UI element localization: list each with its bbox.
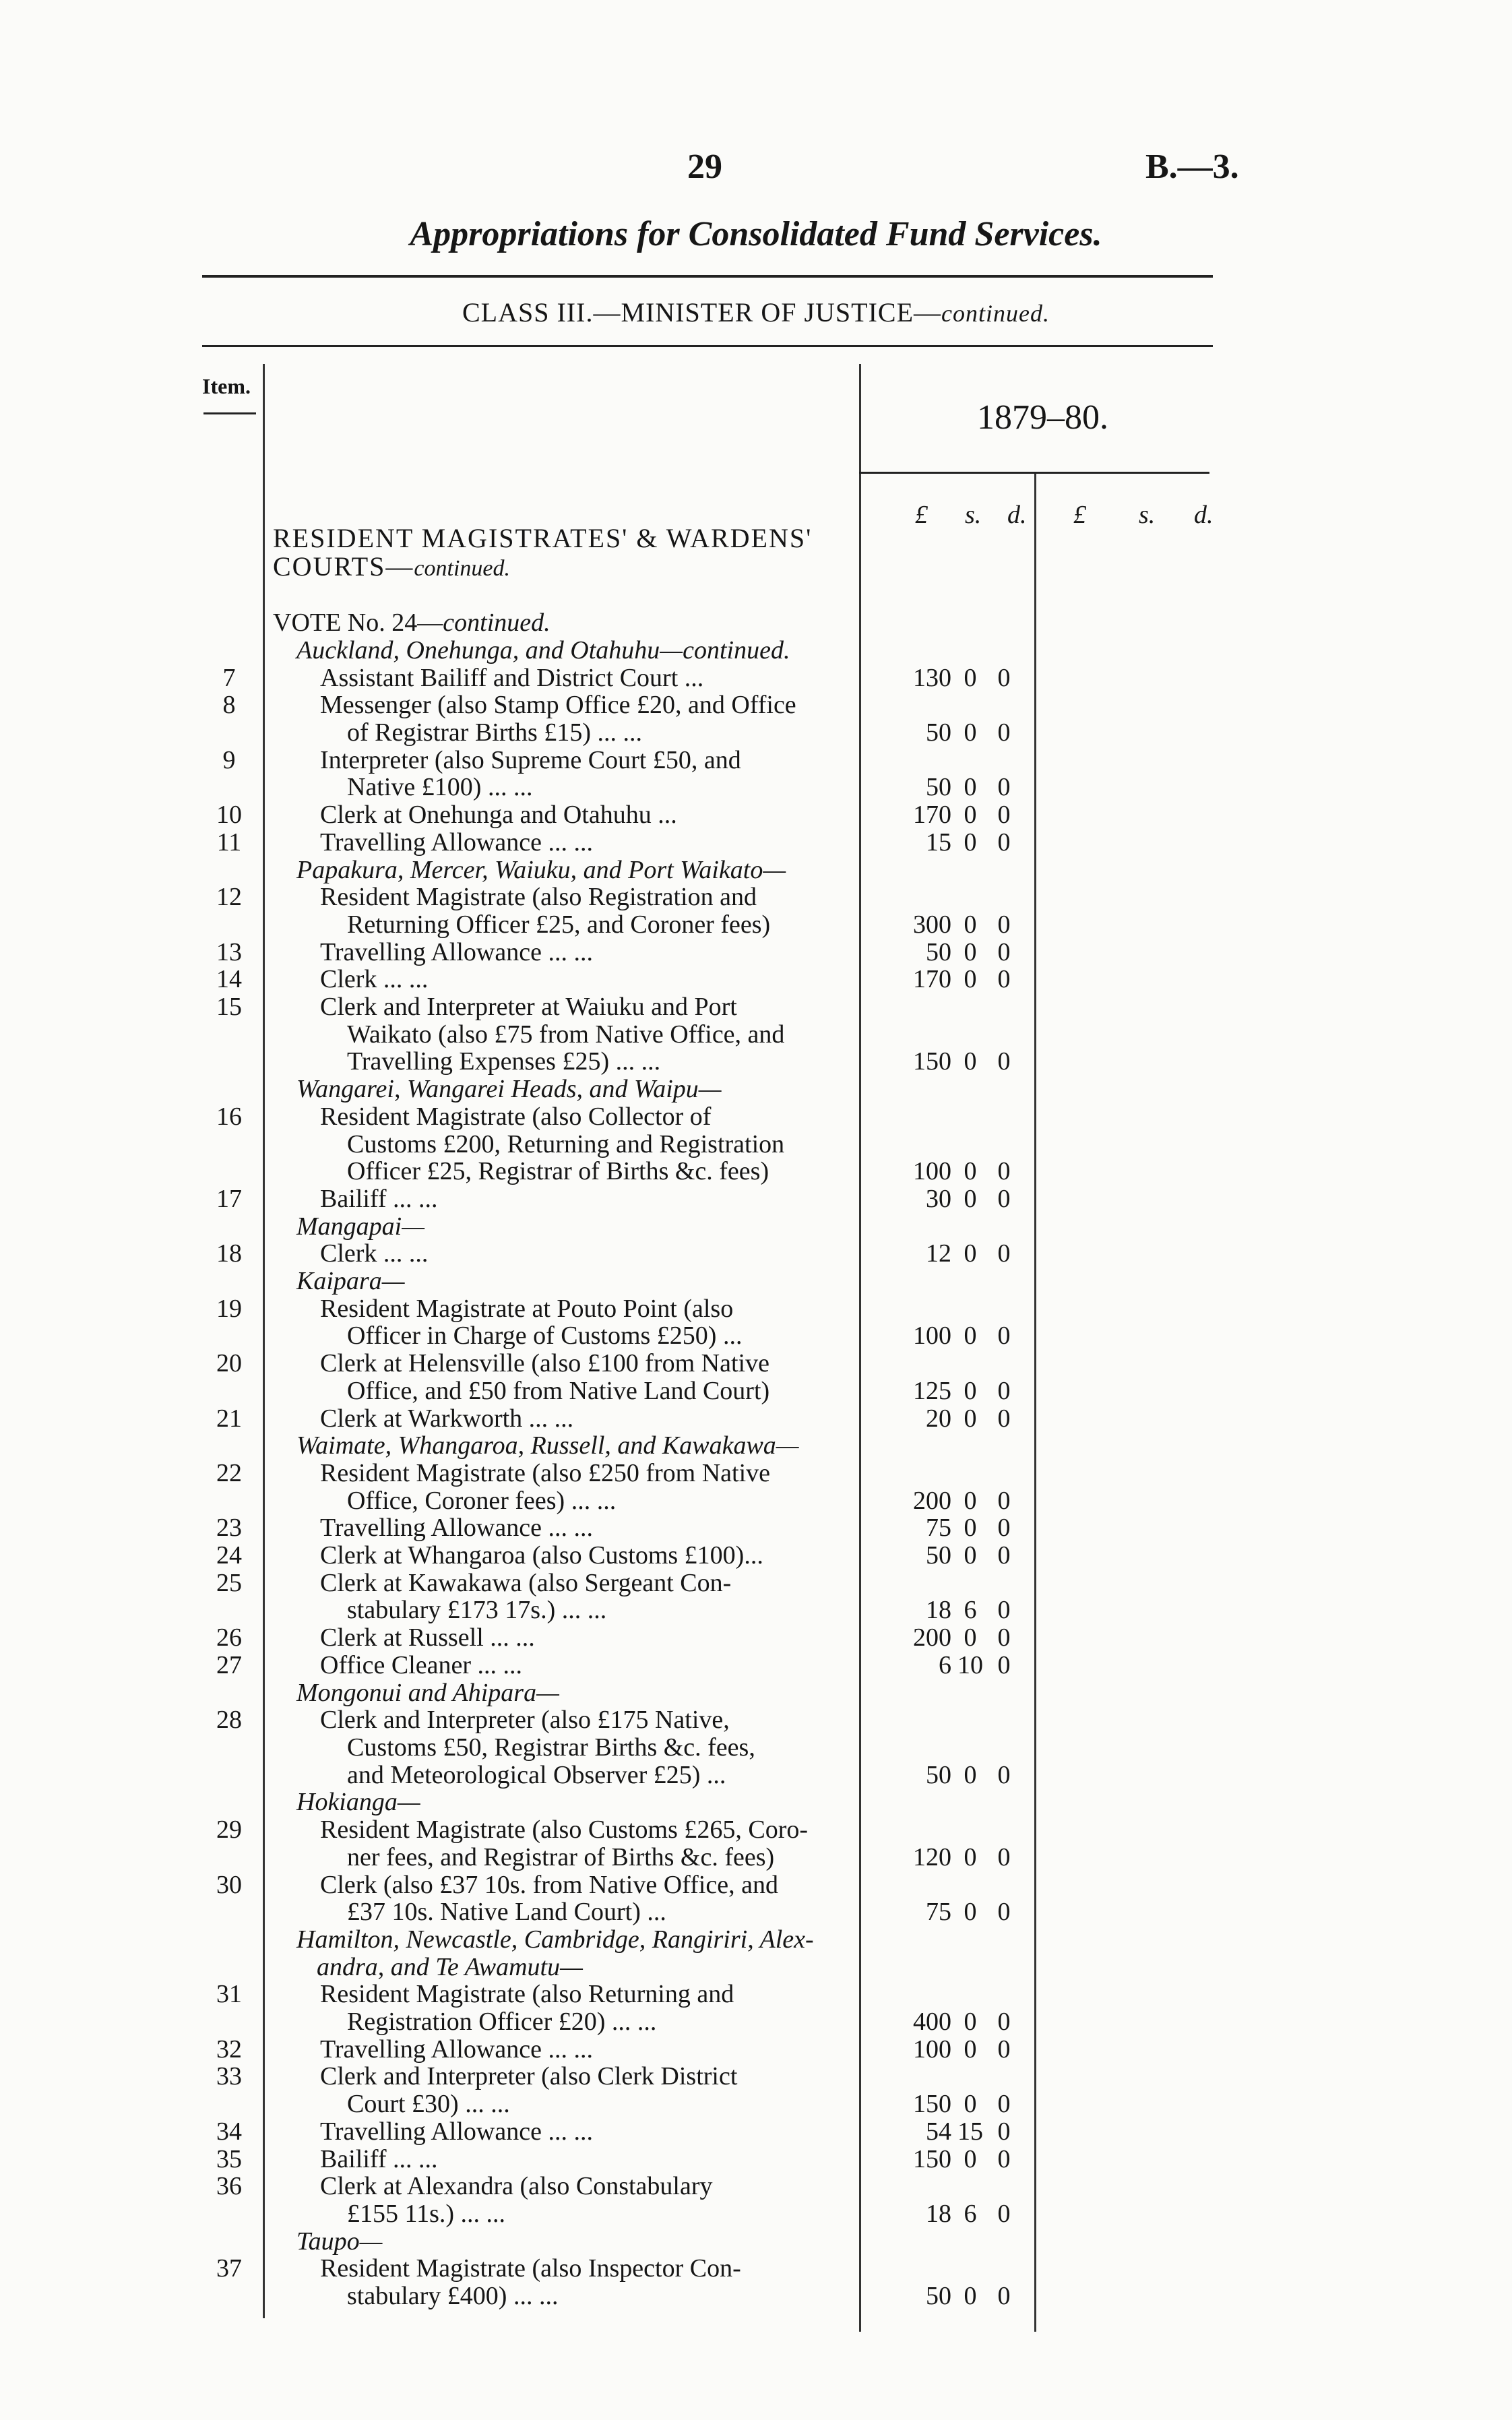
item-number: 10 (216, 801, 242, 830)
amount-pounds: 50 (926, 718, 951, 747)
item-number: 35 (216, 2144, 242, 2173)
amount-pounds: 300 (913, 910, 951, 939)
amount-pence: 0 (997, 1404, 1011, 1433)
amount-shillings: 0 (964, 773, 977, 802)
item-description: Waikato (also £75 from Native Office, and (347, 1020, 785, 1049)
section-title (273, 524, 852, 583)
amount-pounds: 50 (926, 1760, 951, 1789)
amount-shillings: 0 (964, 1376, 977, 1405)
item-description: stabulary £173 17s.) ... ... (347, 1596, 607, 1625)
item-description: Office, and £50 from Native Land Court) (347, 1376, 770, 1405)
amount-pence: 0 (997, 2281, 1011, 2310)
item-number: 32 (216, 2035, 242, 2064)
item-description: Interpreter (also Supreme Court £50, and (320, 745, 741, 774)
item-number: 20 (216, 1349, 242, 1378)
amount-shillings: 0 (964, 828, 977, 857)
item-description: Officer in Charge of Customs £250) ... (347, 1322, 743, 1351)
amount-pounds: 100 (913, 1322, 951, 1351)
item-number: 14 (216, 965, 242, 994)
item-description: Clerk at Onehunga and Otahuhu ... (320, 801, 677, 830)
amount-pence: 0 (997, 1596, 1011, 1625)
item-description: Court £30) ... ... (347, 2090, 510, 2119)
amount-pence: 0 (997, 773, 1011, 802)
item-description: Clerk at Whangaroa (also Customs £100)... (320, 1541, 763, 1570)
amount-pounds: 100 (913, 1157, 951, 1186)
amount-pence: 0 (997, 1760, 1011, 1789)
amount-pounds: 12 (926, 1239, 951, 1268)
item-number: 27 (216, 1650, 242, 1679)
item-description: £155 11s.) ... ... (347, 2199, 506, 2228)
item-number: 9 (222, 745, 236, 774)
amount-pounds: 18 (926, 1596, 951, 1625)
amount-pounds: 50 (926, 773, 951, 802)
amount-pence: 0 (997, 1157, 1011, 1186)
item-description: Customs £200, Returning and Registration (347, 1129, 785, 1158)
amount-shillings: 0 (964, 1486, 977, 1515)
amount-pounds: 75 (926, 1514, 951, 1543)
amount-pounds: 150 (913, 1047, 951, 1076)
item-description: of Registrar Births £15) ... ... (347, 718, 643, 747)
item-description: Travelling Allowance ... ... (320, 2035, 593, 2064)
item-description: Bailiff ... ... (320, 2144, 438, 2173)
amount-pence: 0 (997, 2035, 1011, 2064)
item-number: 36 (216, 2172, 242, 2201)
item-number: 17 (216, 1185, 242, 1213)
item-description: Clerk and Interpreter (also £175 Native, (320, 1706, 730, 1735)
item-column-header: Item. (202, 374, 251, 398)
amount-pence: 0 (997, 1047, 1011, 1076)
item-number: 37 (216, 2254, 242, 2283)
item-description: Clerk and Interpreter at Waiuku and Port (320, 993, 737, 1022)
item-column-divider (263, 364, 265, 2318)
item-description: Clerk at Russell ... ... (320, 1623, 535, 1652)
item-description: Travelling Expenses £25) ... ... (347, 1047, 661, 1076)
amount-pence: 0 (997, 910, 1011, 939)
item-description: Assistant Bailiff and District Court ... (320, 663, 704, 692)
item-number: 29 (216, 1816, 242, 1844)
class-line-cont: continued. (941, 300, 1050, 327)
amount-pence: 0 (997, 965, 1011, 994)
item-description: Returning Officer £25, and Coroner fees) (347, 910, 771, 939)
locality-subheading: Mongonui and Ahipara— (296, 1678, 559, 1707)
amount-shillings: 0 (964, 1842, 977, 1871)
item-description: Travelling Allowance ... ... (320, 2117, 593, 2146)
locality-subheading: Wangarei, Wangarei Heads, and Waipu— (296, 1075, 722, 1104)
amount-shillings: 6 (964, 2199, 977, 2228)
class-line-text: CLASS III.—MINISTER OF JUSTICE— (462, 297, 942, 328)
amount-pounds: 50 (926, 2281, 951, 2310)
item-description: Resident Magistrate (also Registration and (320, 883, 757, 912)
item-header-underline (203, 412, 256, 414)
amount-shillings: 0 (964, 1322, 977, 1351)
amount-pence: 0 (997, 1239, 1011, 1268)
item-number: 25 (216, 1568, 242, 1597)
section-title-text: RESIDENT MAGISTRATES' & WARDENS' COURTS— (273, 523, 813, 582)
amount-shillings: 0 (964, 2144, 977, 2173)
item-number: 7 (222, 663, 236, 692)
item-number: 34 (216, 2117, 242, 2146)
year-header: 1879–80. (977, 398, 1108, 437)
item-number: 19 (216, 1294, 242, 1323)
amount-pounds: 150 (913, 2090, 951, 2119)
locality-subheading: andra, and Te Awamutu— (317, 1952, 583, 1981)
locality-subheading: Hamilton, Newcastle, Cambridge, Rangiriri, Alex- (296, 1925, 814, 1954)
amount-shillings: 0 (964, 1760, 977, 1789)
item-description: Resident Magistrate (also Collector of (320, 1102, 712, 1131)
amount-shillings: 0 (964, 2035, 977, 2064)
amount-shillings: 6 (964, 1596, 977, 1625)
item-description: Native £100) ... ... (347, 773, 533, 802)
item-number: 22 (216, 1459, 242, 1487)
amount-pounds: 100 (913, 2035, 951, 2064)
page-number: 29 (687, 148, 722, 186)
vote-text: VOTE No. 24— (273, 609, 443, 637)
item-description: Clerk and Interpreter (also Clerk District (320, 2062, 738, 2091)
item-description: Travelling Allowance ... ... (320, 828, 593, 857)
item-description: Clerk at Warkworth ... ... (320, 1404, 574, 1433)
amount-pence: 0 (997, 1185, 1011, 1213)
amount-shillings: 0 (964, 1157, 977, 1186)
item-description: Registration Officer £20) ... ... (347, 2007, 657, 2036)
amount-shillings: 0 (964, 965, 977, 994)
locality-subheading: Auckland, Onehunga, and Otahuhu—continued. (296, 636, 790, 664)
amount-pence: 0 (997, 2117, 1011, 2146)
item-description: Clerk ... ... (320, 1239, 429, 1268)
page-title: Appropriations for Consolidated Fund Services. (410, 215, 1102, 253)
amount-shillings: 10 (957, 1650, 983, 1679)
item-description: Clerk at Helensville (also £100 from Native (320, 1349, 769, 1378)
class-rule (202, 345, 1213, 347)
title-rule (202, 275, 1213, 278)
amount-pence: 0 (997, 1376, 1011, 1405)
locality-subheading: Waimate, Whangaroa, Russell, and Kawakawa— (296, 1431, 799, 1460)
amount-pence: 0 (997, 2199, 1011, 2228)
amount-shillings: 0 (964, 910, 977, 939)
amount-column-divider (1034, 472, 1036, 2332)
amount-pounds: 30 (926, 1185, 951, 1213)
item-number: 21 (216, 1404, 242, 1433)
item-description: Office Cleaner ... ... (320, 1650, 523, 1679)
amount-shillings: 0 (964, 937, 977, 966)
item-description: stabulary £400) ... ... (347, 2281, 559, 2310)
amount-pounds: 170 (913, 801, 951, 830)
item-description: Resident Magistrate at Pouto Point (also (320, 1294, 734, 1323)
item-description: Resident Magistrate (also Inspector Con- (320, 2254, 741, 2283)
amount-pence: 0 (997, 1650, 1011, 1679)
class-line (0, 297, 1512, 328)
amount-pounds: 150 (913, 2144, 951, 2173)
item-description: and Meteorological Observer £25) ... (347, 1760, 726, 1789)
amount-pence: 0 (997, 2007, 1011, 2036)
amount-pence: 0 (997, 1486, 1011, 1515)
amount-pounds: 75 (926, 1898, 951, 1927)
item-description: Officer £25, Registrar of Births &c. fees) (347, 1157, 769, 1186)
amount-shillings: 0 (964, 1514, 977, 1543)
item-number: 16 (216, 1102, 242, 1131)
amount-shillings: 15 (957, 2117, 983, 2146)
amount-shillings: 0 (964, 1541, 977, 1570)
item-description: Resident Magistrate (also Returning and (320, 1980, 734, 2009)
amount-shillings: 0 (964, 1047, 977, 1076)
amount-shillings: 0 (964, 1239, 977, 1268)
item-description: Bailiff ... ... (320, 1185, 438, 1213)
amount-shillings: 0 (964, 1404, 977, 1433)
amount-shillings: 0 (964, 2281, 977, 2310)
amount-pence: 0 (997, 1514, 1011, 1543)
item-description: £37 10s. Native Land Court) ... (347, 1898, 666, 1927)
item-number: 33 (216, 2062, 242, 2091)
item-description: Clerk at Kawakawa (also Sergeant Con- (320, 1568, 732, 1597)
item-number: 8 (222, 691, 236, 720)
item-description: ner fees, and Registrar of Births &c. fees) (347, 1842, 775, 1871)
amount-pence: 0 (997, 828, 1011, 857)
amount-pounds: 200 (913, 1623, 951, 1652)
item-number: 23 (216, 1514, 242, 1543)
item-number: 30 (216, 1870, 242, 1899)
amount-shillings: 0 (964, 1185, 977, 1213)
amount-pounds: 120 (913, 1842, 951, 1871)
locality-subheading: Papakura, Mercer, Waiuku, and Port Waikato— (296, 855, 786, 884)
amount-pounds: 200 (913, 1486, 951, 1515)
item-number: 31 (216, 1980, 242, 2009)
amount-pence: 0 (997, 2144, 1011, 2173)
amount-pence: 0 (997, 1623, 1011, 1652)
amount-shillings: 0 (964, 2090, 977, 2119)
locality-subheading: Mangapai— (296, 1212, 424, 1241)
item-description: Clerk ... ... (320, 965, 429, 994)
locality-subheading: Hokianga— (296, 1788, 420, 1817)
locality-subheading: Kaipara— (296, 1267, 405, 1296)
item-number: 15 (216, 993, 242, 1022)
vote-line (273, 608, 550, 638)
item-number: 12 (216, 883, 242, 912)
item-number: 18 (216, 1239, 242, 1268)
amount-pounds: 50 (926, 937, 951, 966)
amount-pounds: 20 (926, 1404, 951, 1433)
item-number: 28 (216, 1706, 242, 1735)
amount-pounds: 6 (939, 1650, 951, 1679)
amount-pence: 0 (997, 1541, 1011, 1570)
amount-pounds: 130 (913, 663, 951, 692)
amount-pence: 0 (997, 1898, 1011, 1927)
amount-shillings: 0 (964, 718, 977, 747)
item-number: 11 (216, 828, 242, 857)
col-pence: d. (1007, 501, 1027, 529)
item-description: Customs £50, Registrar Births &c. fees, (347, 1733, 755, 1762)
amount-shillings: 0 (964, 2007, 977, 2036)
amount-pence: 0 (997, 937, 1011, 966)
item-description: Clerk (also £37 10s. from Native Office, and (320, 1870, 778, 1899)
amount-pence: 0 (997, 1842, 1011, 1871)
item-description: Resident Magistrate (also £250 from Native (320, 1459, 771, 1487)
col-shilling: s. (965, 501, 982, 529)
col-pence-total: d. (1194, 501, 1214, 529)
item-number: 26 (216, 1623, 242, 1652)
amount-shillings: 0 (964, 1898, 977, 1927)
amount-pounds: 54 (926, 2117, 951, 2146)
amount-pence: 0 (997, 1322, 1011, 1351)
amount-shillings: 0 (964, 1623, 977, 1652)
item-number: 13 (216, 937, 242, 966)
amount-pounds: 18 (926, 2199, 951, 2228)
item-number: 24 (216, 1541, 242, 1570)
amount-pence: 0 (997, 663, 1011, 692)
document-series: B.—3. (1145, 148, 1239, 186)
amount-pounds: 170 (913, 965, 951, 994)
amount-pence: 0 (997, 718, 1011, 747)
amount-pounds: 400 (913, 2007, 951, 2036)
item-description: Resident Magistrate (also Customs £265, Coro- (320, 1816, 809, 1844)
item-description: Clerk at Alexandra (also Constabulary (320, 2172, 713, 2201)
col-pound-total: £ (1073, 501, 1086, 529)
amount-pounds: 50 (926, 1541, 951, 1570)
item-description: Office, Coroner fees) ... ... (347, 1486, 617, 1515)
amount-shillings: 0 (964, 801, 977, 830)
section-title-cont: continued. (414, 556, 510, 581)
col-shilling-total: s. (1139, 501, 1156, 529)
item-description: Travelling Allowance ... ... (320, 937, 593, 966)
item-description: Travelling Allowance ... ... (320, 1514, 593, 1543)
year-header-rule (859, 472, 1209, 474)
amount-shillings: 0 (964, 663, 977, 692)
amount-pence: 0 (997, 2090, 1011, 2119)
amount-pounds: 15 (926, 828, 951, 857)
amount-pounds: 125 (913, 1376, 951, 1405)
col-pound: £ (915, 501, 928, 529)
locality-subheading: Taupo— (296, 2227, 383, 2256)
item-description: Messenger (also Stamp Office £20, and Office (320, 691, 796, 720)
amount-pence: 0 (997, 801, 1011, 830)
vote-cont: continued. (443, 609, 550, 637)
